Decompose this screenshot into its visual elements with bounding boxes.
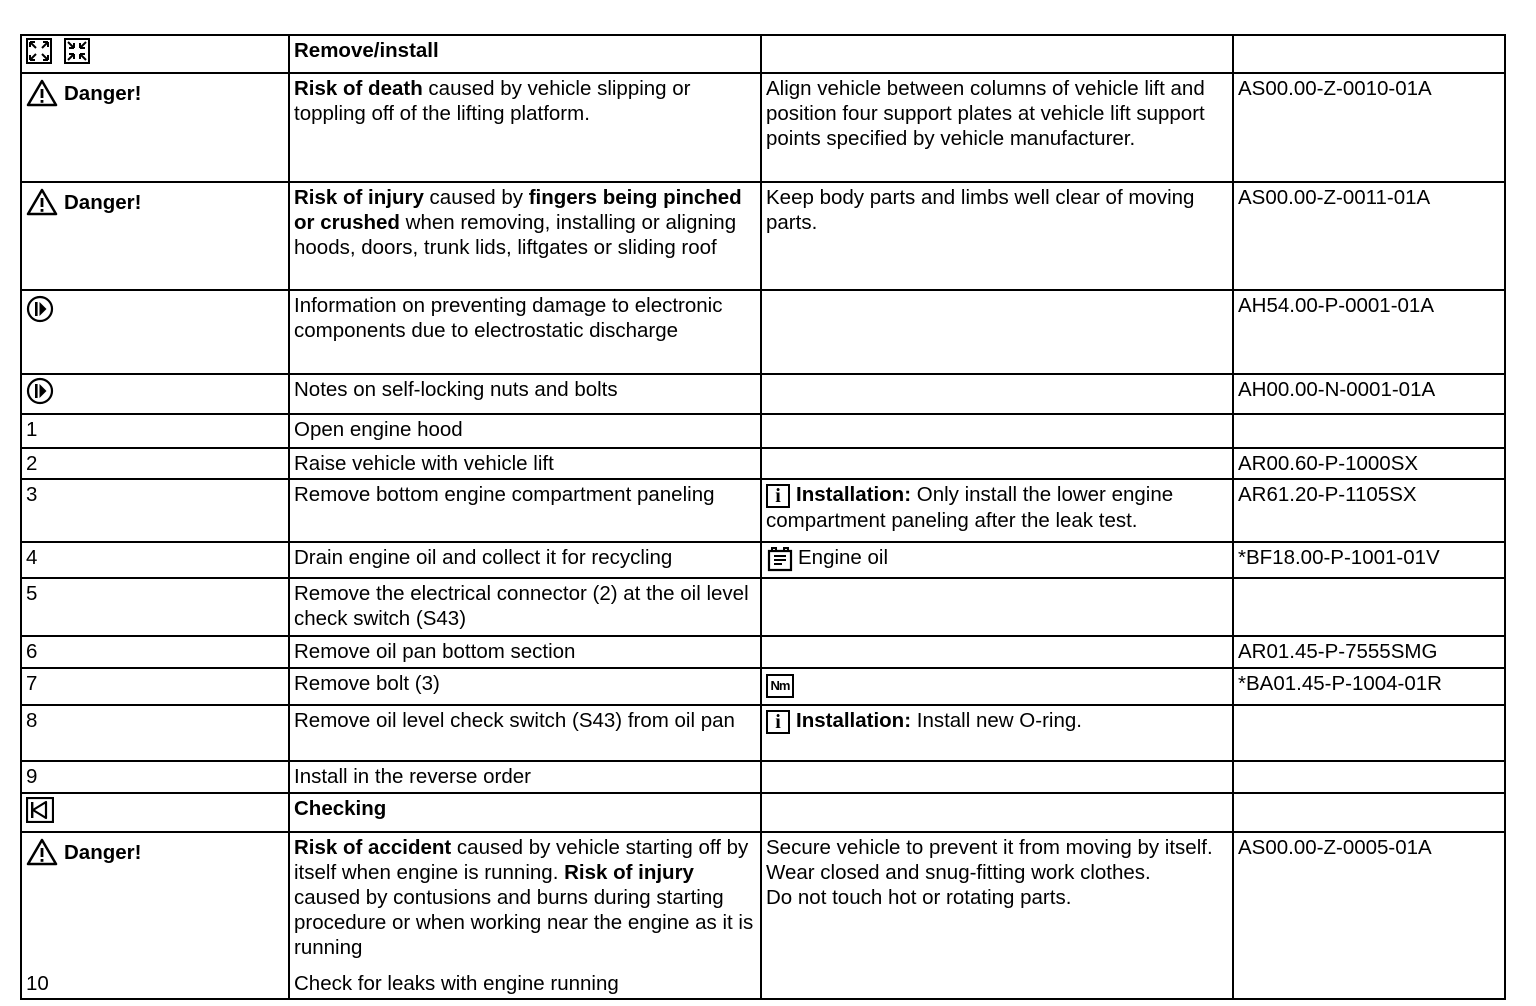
reference-code[interactable]: *BF18.00-P-1001-01V (1233, 542, 1505, 578)
reference-code[interactable] (1233, 578, 1505, 636)
step-number: 4 (21, 542, 289, 578)
step-number: 1 (21, 414, 289, 448)
oil-container-icon (766, 546, 794, 572)
header-title: Remove/install (289, 35, 761, 73)
step-text: Open engine hood (289, 414, 761, 448)
reference-code[interactable] (1233, 705, 1505, 761)
reference-code[interactable]: AS00.00-Z-0011-01A (1233, 182, 1505, 290)
info-icon: i (766, 484, 790, 508)
safety-measure: Align vehicle between columns of vehicle lift and position four support plates at vehicle lift support points specified by vehicle manufacturer. (761, 73, 1233, 182)
header-icons-cell (21, 35, 289, 73)
reference-code[interactable]: AS00.00-Z-0010-01A (1233, 73, 1505, 182)
checking-title: Checking (289, 793, 761, 832)
step-text: Check for leaks with engine running (294, 972, 619, 995)
header-row (21, 35, 1505, 73)
reference-code[interactable]: AS00.00-Z-0005-01A (1233, 832, 1505, 999)
step-note: i Installation: Only install the lower engine compartment paneling after the leak test. (761, 479, 1233, 542)
warning-triangle-icon (26, 838, 58, 866)
safety-measure: Secure vehicle to prevent it from moving by itself. Wear closed and snug-fitting work clothes. Do not touch hot or rotating parts. (761, 832, 1233, 999)
danger-row (21, 832, 1505, 999)
step-text: Install in the reverse order (289, 761, 761, 793)
danger-label: Danger! (64, 81, 142, 105)
step-row (21, 448, 1505, 479)
reference-code[interactable] (1233, 761, 1505, 793)
risk-description: Risk of injury caused by fingers being pinched or crushed when removing, installing or aligning hoods, doors, trunk lids, liftgates or sliding roof (289, 182, 761, 290)
risk-description: Risk of death caused by vehicle slipping or toppling off of the lifting platform. (289, 73, 761, 182)
checking-header-row (21, 793, 1505, 832)
step-row (21, 761, 1505, 793)
step-number: 5 (21, 578, 289, 636)
danger-label: Danger! (64, 840, 142, 864)
reference-code[interactable]: AR01.45-P-7555SMG (1233, 636, 1505, 668)
remove-icon (26, 38, 52, 70)
step-number: 6 (21, 636, 289, 668)
info-icon: i (766, 710, 790, 734)
step-text: Remove bolt (3) (289, 668, 761, 705)
step-text: Remove the electrical connector (2) at the oil level check switch (S43) (289, 578, 761, 636)
warning-triangle-icon (26, 79, 58, 107)
step-text: Drain engine oil and collect it for recycling (289, 542, 761, 578)
note-text: Notes on self-locking nuts and bolts (289, 374, 761, 414)
procedure-table (20, 34, 1506, 1000)
step-row (21, 668, 1505, 705)
reference-code[interactable]: AH54.00-P-0001-01A (1233, 290, 1505, 374)
step-text: Remove oil pan bottom section (289, 636, 761, 668)
danger-row (21, 73, 1505, 182)
step-row (21, 636, 1505, 668)
step-number: 3 (21, 479, 289, 542)
step-note (761, 668, 1233, 705)
step-text: Remove oil level check switch (S43) from oil pan (289, 705, 761, 761)
step-note: i Installation: Install new O-ring. (761, 705, 1233, 761)
step-row (21, 414, 1505, 448)
danger-label: Danger! (64, 190, 142, 214)
reference-code[interactable]: *BA01.45-P-1004-01R (1233, 668, 1505, 705)
step-number: 7 (21, 668, 289, 705)
step-note: Engine oil (761, 542, 1233, 578)
warning-triangle-icon (26, 188, 58, 216)
install-icon (64, 38, 90, 70)
step-number: 2 (21, 448, 289, 479)
step-number: 9 (21, 761, 289, 793)
step-text: Remove bottom engine compartment paneling (289, 479, 761, 542)
danger-row (21, 182, 1505, 290)
safety-measure: Keep body parts and limbs well clear of moving parts. (761, 182, 1233, 290)
reference-code[interactable]: AR61.20-P-1105SX (1233, 479, 1505, 542)
step-row (21, 705, 1505, 761)
reference-code[interactable]: AR00.60-P-1000SX (1233, 448, 1505, 479)
risk-description: Risk of accident caused by vehicle starting off by itself when engine is running. Risk of injury caused by contusions and burns during starting procedure or when working near the engine as it is running Check for leaks with engine running (289, 832, 761, 999)
torque-icon: Nm (766, 674, 794, 698)
notice-icon (26, 377, 54, 405)
step-text: Raise vehicle with vehicle lift (289, 448, 761, 479)
checking-icon (26, 797, 54, 823)
note-row (21, 374, 1505, 414)
step-row (21, 479, 1505, 542)
note-row (21, 290, 1505, 374)
step-row (21, 542, 1505, 578)
notice-icon (26, 295, 54, 323)
reference-code[interactable] (1233, 414, 1505, 448)
note-text: Information on preventing damage to electronic components due to electrostatic discharge (289, 290, 761, 374)
reference-code[interactable]: AH00.00-N-0001-01A (1233, 374, 1505, 414)
step-number: 10 (26, 972, 49, 995)
step-number: 8 (21, 705, 289, 761)
step-row (21, 578, 1505, 636)
